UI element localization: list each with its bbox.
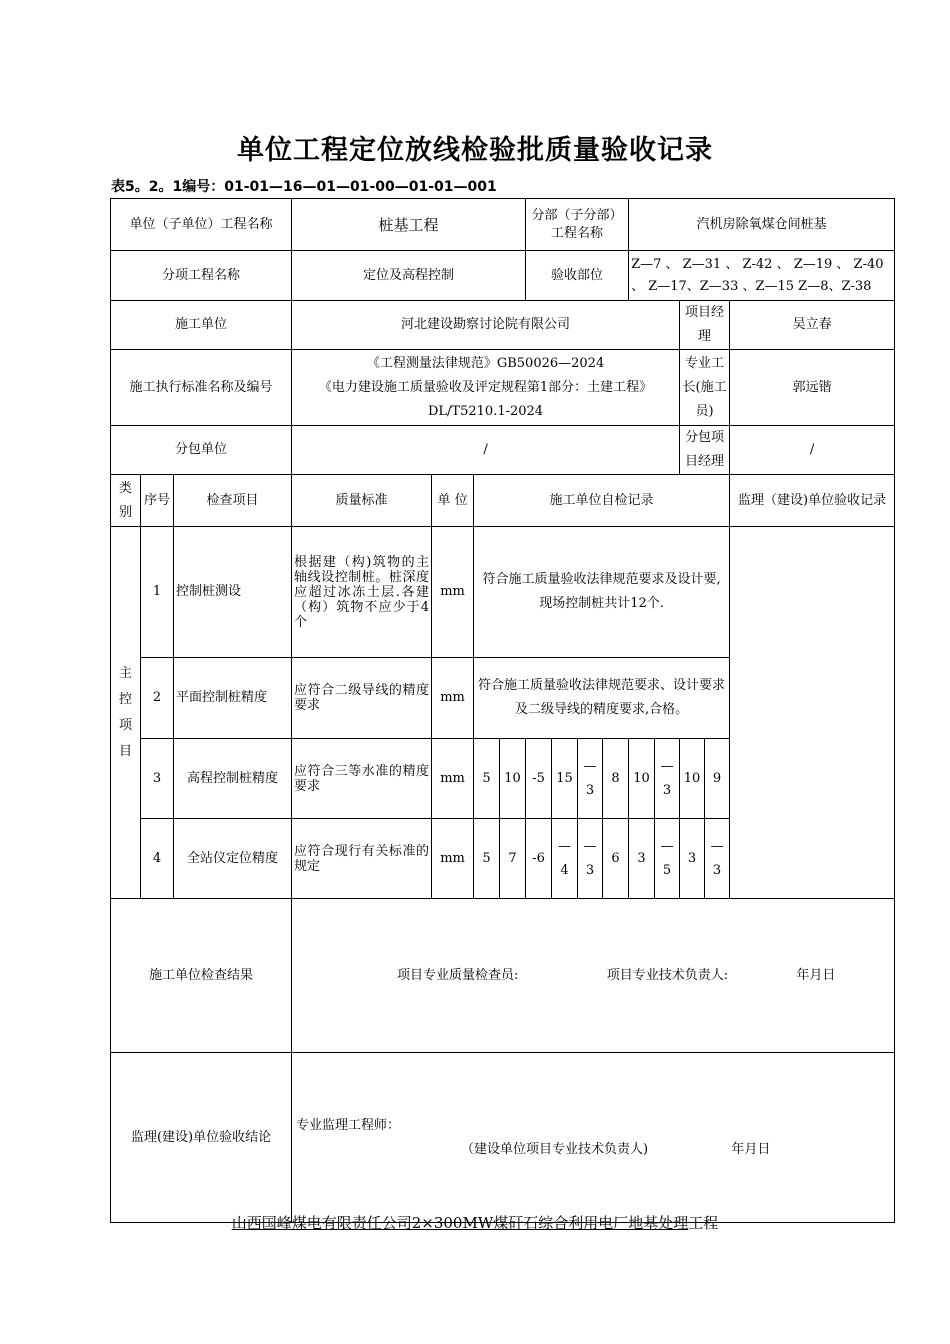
- category-main: 主控项目: [111, 527, 141, 899]
- part-name-value: 汽机房除氧煤仓间桩基: [629, 199, 895, 251]
- row-standard: 应符合三等水准的精度要求: [292, 739, 432, 819]
- project-manager-value: 吴立春: [730, 301, 895, 350]
- measure-value: 3: [629, 819, 655, 899]
- standard-value-1: 《工程测量法律规范》GB50026—2024: [366, 355, 605, 371]
- footer-tail: 工程: [688, 1214, 719, 1232]
- row-seq: 1: [141, 527, 174, 658]
- inspection-table: [110, 198, 895, 1223]
- subcontractor-label: 分包单位: [111, 426, 292, 475]
- supervision-record-cell: [730, 527, 895, 899]
- contractor-value: 河北建设勘察讨论院有限公司: [292, 301, 680, 350]
- supervision-engineer-label: 专业监理工程师：: [296, 1117, 401, 1133]
- contractor-label: 施工单位: [111, 301, 292, 350]
- row-seq: 3: [141, 739, 174, 819]
- part-name-label: 分部（子分部）工程名称: [526, 199, 629, 251]
- item-name-label: 分项工程名称: [111, 251, 292, 301]
- measure-value: 9: [705, 739, 730, 819]
- measure-value: —3: [578, 739, 603, 819]
- measure-value: 10: [680, 739, 705, 819]
- sub-pm-label: 分包项目经理: [680, 426, 730, 475]
- measure-value: 6: [603, 819, 629, 899]
- form-number: 表5。2。1编号：01-01—16—01—01-00—01-01—001: [111, 179, 497, 195]
- unit-name-value: 桩基工程: [292, 199, 526, 251]
- row-unit: mm: [432, 819, 474, 899]
- row-record: 符合施工质量验收法律规范要求、设计要求及二级导线的精度要求,合格。: [474, 658, 730, 739]
- measure-value: —3: [578, 819, 603, 899]
- standard-value-2: 《电力建设施工质量验收及评定规程第1部分：土建工程》DL/T5210.1-2024: [318, 379, 653, 419]
- col-item: 检查项目: [174, 475, 292, 527]
- measure-value: 10: [629, 739, 655, 819]
- measure-value: 10: [500, 739, 526, 819]
- foreman-value: 郭远锴: [730, 350, 895, 426]
- col-category: 类别: [111, 475, 141, 527]
- measure-value: -5: [526, 739, 552, 819]
- col-seq: 序号: [141, 475, 174, 527]
- standard-label: 施工执行标准名称及编号: [111, 350, 292, 426]
- row-item: 平面控制桩精度: [174, 658, 292, 739]
- col-unit: 单 位: [432, 475, 474, 527]
- measure-value: —3: [705, 819, 730, 899]
- col-supervision: 监理（建设)单位验收记录: [730, 475, 895, 527]
- row-unit: mm: [432, 739, 474, 819]
- measure-value: 3: [680, 819, 705, 899]
- col-standard: 质量标准: [292, 475, 432, 527]
- footer-project-name: 山西国峰煤电有限责任公司2×300MW煤矸石综合利用电厂地基处理: [231, 1214, 689, 1232]
- accept-position-label: 验收部位: [526, 251, 629, 301]
- row-item: 全站仪定位精度: [174, 819, 292, 899]
- footer: [0, 1212, 950, 1233]
- row-item: 高程控制桩精度: [174, 739, 292, 819]
- unit-name-label: 单位（子单位）工程名称: [111, 199, 292, 251]
- row-standard: 应符合现行有关标准的规定: [292, 819, 432, 899]
- measure-value: —5: [655, 819, 680, 899]
- page-title: 单位工程定位放线检验批质量验收记录: [237, 135, 713, 166]
- measure-value: —4: [552, 819, 578, 899]
- measure-value: —3: [655, 739, 680, 819]
- supervision-conclusion-label: 监理(建设)单位验收结论: [111, 1053, 292, 1223]
- check-result-label: 施工单位检查结果: [111, 899, 292, 1053]
- row-unit: mm: [432, 527, 474, 658]
- owner-tech-lead-label: （建设单位项目专业技术负责人): [461, 1141, 649, 1157]
- measure-value: 7: [500, 819, 526, 899]
- measure-value: 8: [603, 739, 629, 819]
- measure-value: 15: [552, 739, 578, 819]
- project-manager-label: 项目经理: [680, 301, 730, 350]
- row-unit: mm: [432, 658, 474, 739]
- foreman-label: 专业工长(施工员): [680, 350, 730, 426]
- tech-lead-label: 项目专业技术负责人:: [606, 967, 729, 983]
- item-name-value: 定位及高程控制: [292, 251, 526, 301]
- row-seq: 2: [141, 658, 174, 739]
- row-seq: 4: [141, 819, 174, 899]
- row-standard: 根据建（构)筑物的主轴线设控制桩。桩深度应超过冰冻土层.各建（构）筑物不应少于4个: [292, 527, 432, 658]
- check-date-label: 年月日: [796, 967, 836, 983]
- measure-value: 5: [474, 739, 500, 819]
- measure-value: -6: [526, 819, 552, 899]
- row-standard: 应符合二级导线的精度要求: [292, 658, 432, 739]
- sub-pm-value: /: [730, 426, 895, 475]
- col-self-check: 施工单位自检记录: [474, 475, 730, 527]
- supervision-date-label: 年月日: [731, 1141, 771, 1157]
- accept-position-value: Z—7 、 Z—31 、 Z-42 、 Z—19 、 Z-40 、 Z—17、Z—33 、Z—15 Z—8、Z-38: [629, 251, 895, 301]
- measure-value: 5: [474, 819, 500, 899]
- row-item: 控制桩测设: [174, 527, 292, 658]
- quality-inspector-label: 项目专业质量检查员:: [397, 967, 519, 983]
- subcontractor-value: /: [292, 426, 680, 475]
- row-record: 符合施工质量验收法律规范要求及设计要,现场控制桩共计12个.: [474, 527, 730, 658]
